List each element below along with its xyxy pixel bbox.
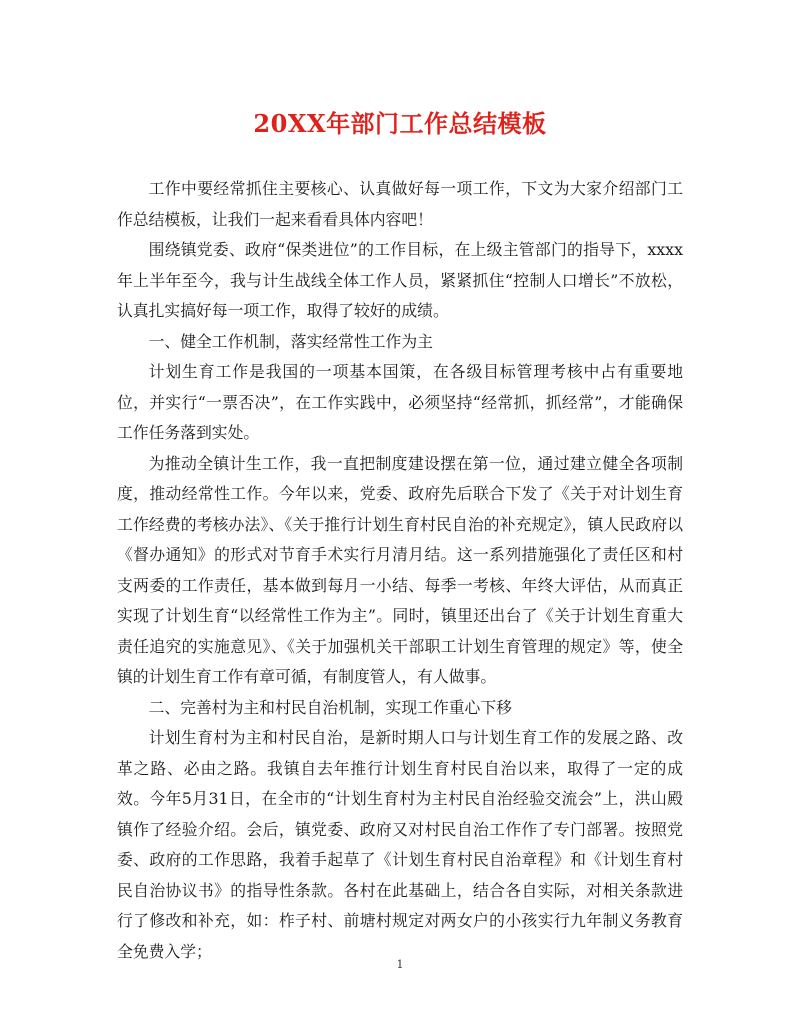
- section-heading-2: 二、完善村为主和村民自治机制，实现工作重心下移: [148, 697, 512, 717]
- body-paragraph: 计划生育村为主和村民自治，是新时期人口与计划生育工作的发展之路、改革之路、必由之路。我镇自去年推行计划生育村民自治以来，取得了一定的成效。今年5月31日，在全市的“计划生育村为主村民自治经验交流会”上，洪山殿镇作了经验介绍。会后，镇党委、政府又对村民自治工作作了专门部署。按照党委、政府的工作思路，我着手起草了《计划生育村民自治章程》和《计划生育村民自治协议书》的指导性条款。各村在此基础上，结合各自实际，对相关条款进行了修改和补充，如：柞子村、前塘村规定对两女户的小孩实行九年制义务教育全免费入学；: [117, 728, 683, 961]
- document-body: [117, 174, 683, 967]
- body-paragraph: 为推动全镇计生工作，我一直把制度建设摆在第一位，通过建立健全各项制度，推动经常性工作。今年以来，党委、政府先后联合下发了《关于对计划生育工作经费的考核办法》、《关于推行计划生育村民自治的补充规定》，镇人民政府以《督办通知》的形式对节育手术实行月清月结。这一系列措施强化了责任区和村支两委的工作责任，基本做到每月一小结、每季一考核、年终大评估，从而真正实现了计划生育“以经常性工作为主”。同时，镇里还出台了《关于计划生育重大责任追究的实施意见》、《关于加强机关干部职工计划生育管理的规定》等，使全镇的计划生育工作有章可循，有制度管人，有人做事。: [117, 453, 683, 686]
- intro-paragraph: 工作中要经常抓住主要核心、认真做好每一项工作，下文为大家介绍部门工作总结模板，让我们一起来看看具体内容吧！: [117, 179, 683, 229]
- page-number: 1: [396, 958, 404, 971]
- section-heading-1: 一、健全工作机制，落实经常性工作为主: [148, 331, 433, 351]
- body-paragraph: 围绕镇党委、政府“保类进位”的工作目标，在上级主管部门的指导下，xxxx年上半年至今，我与计生战线全体工作人员，紧紧抓住“控制人口增长”不放松，认真扎实搞好每一项工作，取得了较好的成绩。: [117, 240, 683, 320]
- body-paragraph: 计划生育工作是我国的一项基本国策，在各级目标管理考核中占有重要地位，并实行“一票否决”，在工作实践中，必须坚持“经常抓，抓经常”，才能确保工作任务落到实处。: [117, 362, 683, 442]
- document-title: 20XX年部门工作总结模板: [253, 109, 547, 138]
